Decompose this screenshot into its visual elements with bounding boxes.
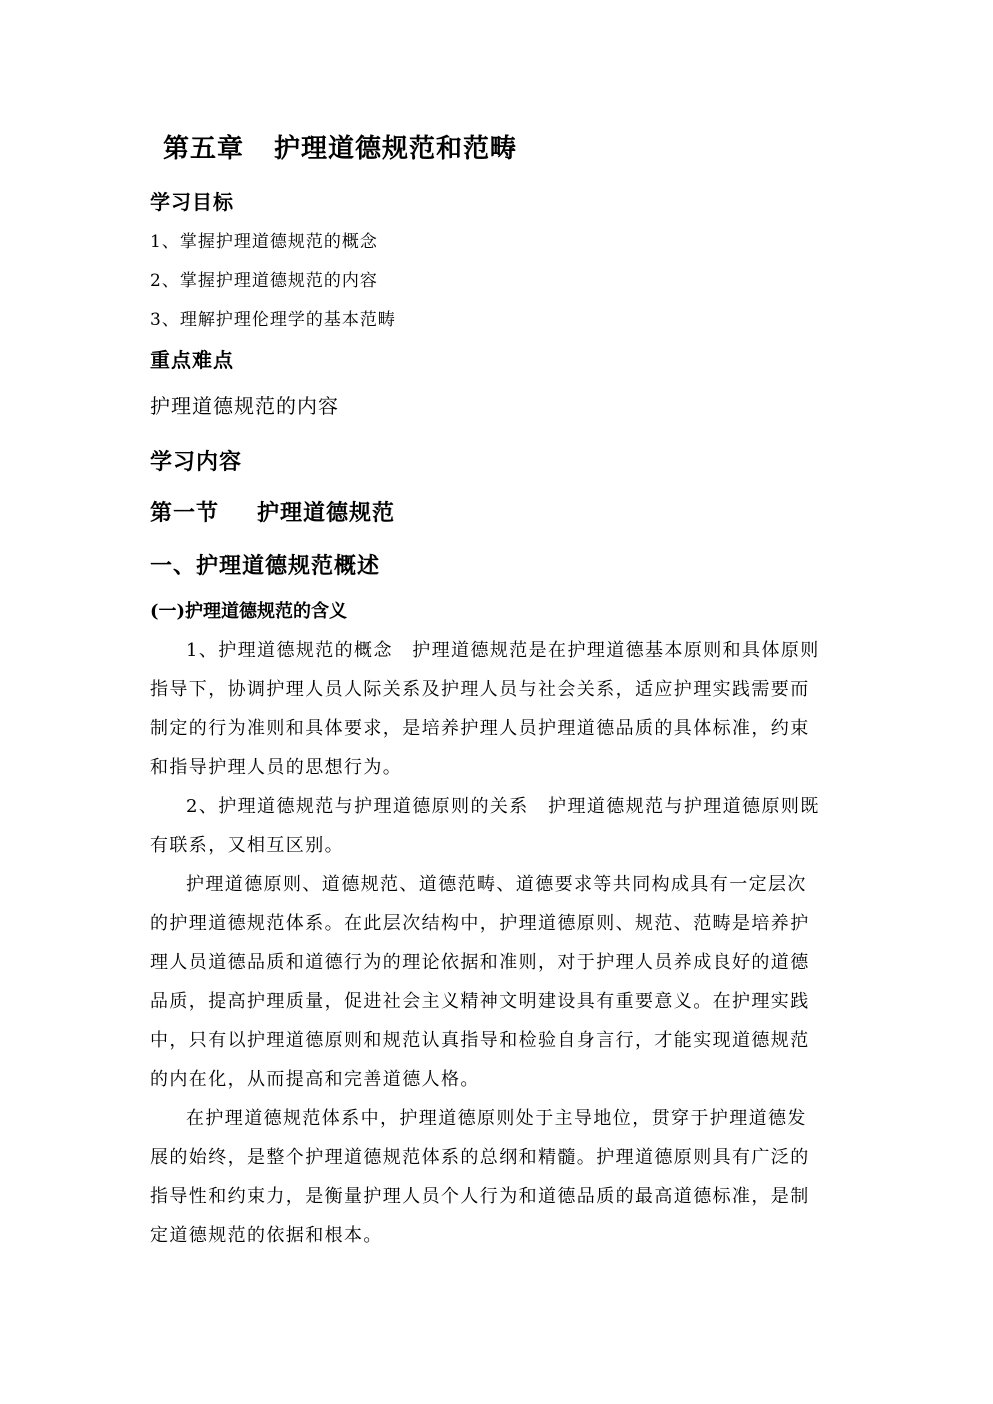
content-heading: 学习内容: [150, 449, 243, 475]
paragraph-2-line-2: 有联系，又相互区别。: [150, 835, 344, 856]
paragraph-3-line-1: 护理道德原则、道德规范、道德范畴、道德要求等共同构成具有一定层次: [186, 874, 807, 895]
paragraph-4-line-3: 指导性和约束力，是衡量护理人员个人行为和道德品质的最高道德标准，是制: [150, 1186, 810, 1207]
section-title: [150, 496, 395, 527]
chapter-name: 护理道德规范和范畴: [274, 134, 518, 164]
paragraph-3-line-5: 中，只有以护理道德原则和规范认真指导和检验自身言行，才能实现道德规范: [150, 1030, 810, 1051]
paragraph-1-line-2: 指导下，协调护理人员人际关系及护理人员与社会关系，适应护理实践需要而: [150, 679, 810, 700]
objective-item-3: 3、理解护理伦理学的基本范畴: [150, 310, 396, 330]
objective-item-2: 2、掌握护理道德规范的内容: [150, 271, 378, 291]
paragraph-1-line-3: 制定的行为准则和具体要求，是培养护理人员护理道德品质的具体标准，约束: [150, 718, 810, 739]
paragraph-4-line-2: 展的始终，是整个护理道德规范体系的总纲和精髓。护理道德原则具有广泛的: [150, 1147, 810, 1168]
objective-item-1: 1、掌握护理道德规范的概念: [150, 232, 378, 252]
section-number: 第一节: [150, 500, 220, 526]
paragraph-1-line-4: 和指导护理人员的思想行为。: [150, 757, 403, 778]
paragraph-3-line-4: 品质，提高护理质量，促进社会主义精神文明建设具有重要意义。在护理实践: [150, 991, 810, 1012]
paragraph-3-line-2: 的护理道德规范体系。在此层次结构中，护理道德原则、规范、范畴是培养护: [150, 913, 810, 934]
paragraph-3-line-6: 的内在化，从而提高和完善道德人格。: [150, 1069, 480, 1090]
key-points-heading: 重点难点: [150, 348, 234, 372]
paragraph-4-line-4: 定道德规范的依据和根本。: [150, 1225, 383, 1246]
paragraph-4-line-1: 在护理道德规范体系中，护理道德原则处于主导地位，贯穿于护理道德发: [186, 1108, 807, 1129]
key-points-text: 护理道德规范的内容: [150, 394, 339, 418]
chapter-number: 第五章: [163, 134, 245, 164]
paragraph-1-line-1: 1、护理道德规范的概念 护理道德规范是在护理道德基本原则和具体原则: [186, 640, 820, 661]
chapter-title: [163, 128, 517, 165]
section-name: 护理道德规范: [257, 500, 396, 526]
part-heading: 一、护理道德规范概述: [150, 553, 381, 579]
paragraph-3-line-3: 理人员道德品质和道德行为的理论依据和准则，对于护理人员养成良好的道德: [150, 952, 810, 973]
sub-heading: (一)护理道德规范的含义: [150, 601, 348, 622]
paragraph-2-line-1: 2、护理道德规范与护理道德原则的关系 护理道德规范与护理道德原则既: [186, 796, 820, 817]
objectives-heading: 学习目标: [150, 190, 234, 214]
